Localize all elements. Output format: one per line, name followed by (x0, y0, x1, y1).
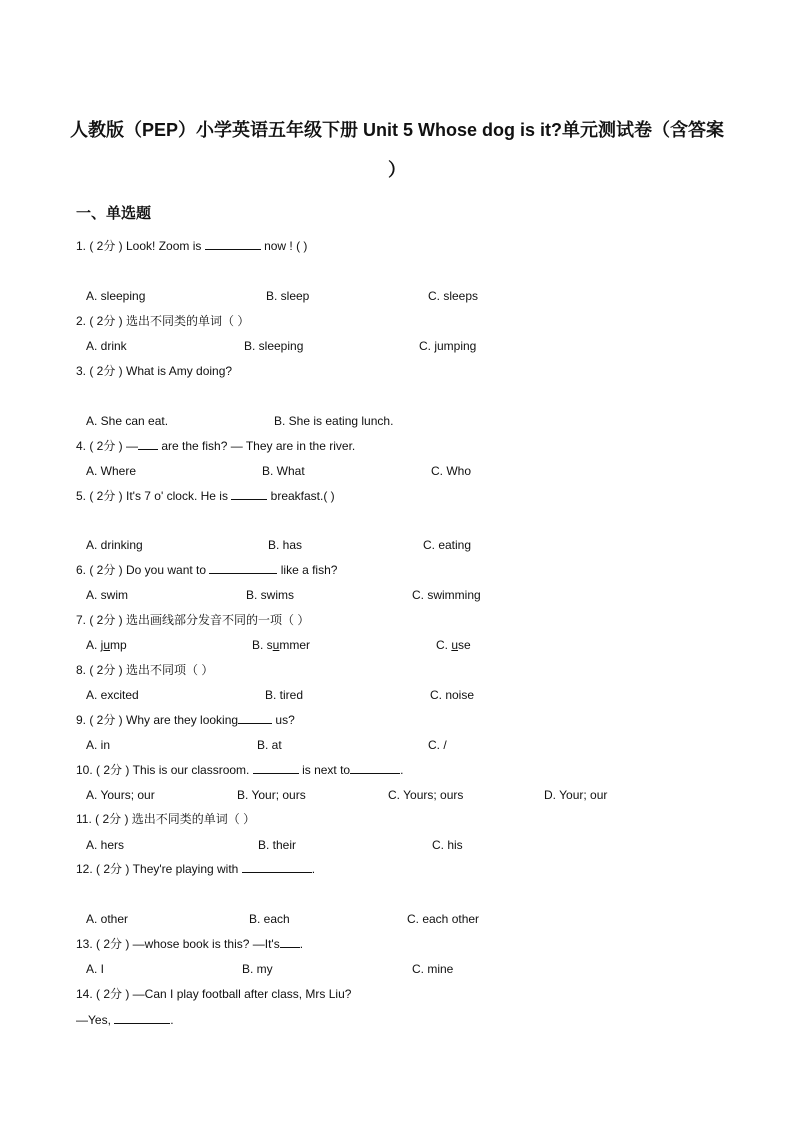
option-a: A. hers (86, 838, 125, 852)
option-b: B. swims (246, 588, 294, 602)
option-c: C. sleeps (428, 289, 479, 303)
option-a: A. drink (86, 339, 127, 353)
section-heading: 一、单选题 (76, 205, 152, 222)
option-c: C. Who (431, 464, 472, 478)
document-title-line-1: 人教版（PEP）小学英语五年级下册 Unit 5 Whose dog is it?单元测试卷（含答案 (69, 120, 724, 140)
question-6-text: 6. ( 2分 ) Do you want to (76, 563, 207, 577)
option-c: C. Yours; ours (388, 788, 464, 802)
question-1 (76, 239, 307, 253)
question-5-text: 5. ( 2分 ) It's 7 o' clock. He is (76, 489, 228, 503)
question-14: 14. ( 2分 ) —Can I play football after class, Mrs Liu? (76, 987, 352, 1001)
answer-blank (231, 489, 267, 500)
underlined-letter: u (103, 638, 111, 652)
question-5 (76, 489, 335, 503)
question-10-text: 10. ( 2分 ) This is our classroom. (76, 763, 250, 777)
question-4-text-end: are the fish? — They are in the river. (161, 439, 356, 453)
answer-blank (350, 763, 400, 774)
option-c: C. noise (430, 688, 475, 702)
answer-blank (238, 713, 272, 724)
option-c: C. each other (407, 912, 480, 926)
option-a: A. Where (86, 464, 137, 478)
question-12 (76, 862, 315, 876)
option-b (252, 638, 310, 652)
answer-blank (209, 563, 277, 574)
option-a: A. She can eat. (86, 414, 169, 428)
option-c: C. his (432, 838, 463, 852)
question-2: 2. ( 2分 ) 选出不同类的单词（ ） (76, 314, 250, 328)
option-b: B. tired (265, 688, 304, 702)
option-b: B. Your; ours (237, 788, 306, 802)
option-b: B. sleeping (244, 339, 304, 353)
question-9-text: 9. ( 2分 ) Why are they looking (76, 713, 239, 727)
option-a: A. in (86, 738, 111, 752)
question-12-text-end: . (311, 862, 316, 876)
option-a: A. I (86, 962, 105, 976)
question-13-text-end: . (299, 937, 304, 951)
question-6-text-end: like a fish? (280, 563, 338, 577)
question-13 (76, 937, 303, 951)
answer-blank (138, 439, 158, 450)
question-13-text: 13. ( 2分 ) —whose book is this? —It's (76, 937, 280, 951)
document-title-line-2: ） (388, 160, 406, 180)
question-14-line-2-text: —Yes, (76, 1013, 111, 1027)
option-a-text-end: mp (110, 638, 127, 652)
answer-blank (205, 239, 261, 250)
answer-blank (253, 763, 299, 774)
option-c-text: C. (436, 638, 452, 652)
question-4 (76, 439, 355, 453)
question-5-text-end: breakfast.( ) (270, 489, 335, 503)
option-b: B. their (258, 838, 297, 852)
question-4-text: 4. ( 2分 ) — (76, 439, 139, 453)
question-9 (76, 713, 295, 727)
question-9-text-end: us? (275, 713, 295, 727)
question-3: 3. ( 2分 ) What is Amy doing? (76, 364, 233, 378)
option-b-text-end: mmer (279, 638, 311, 652)
option-a: A. drinking (86, 538, 143, 552)
option-b: B. What (262, 464, 305, 478)
option-c: C. eating (423, 538, 472, 552)
option-a: A. excited (86, 688, 139, 702)
answer-blank (242, 862, 312, 873)
question-6 (76, 563, 337, 577)
option-a: A. swim (86, 588, 128, 602)
option-a-text: A. j (86, 638, 104, 652)
question-10 (76, 763, 403, 777)
question-14-line-2-end: . (170, 1013, 174, 1027)
option-c-text-end: se (458, 638, 471, 652)
question-11: 11. ( 2分 ) 选出不同类的单词（ ） (76, 812, 256, 826)
option-a (86, 638, 127, 652)
answer-blank (280, 937, 300, 948)
question-1-text-end: now ! ( ) (264, 239, 308, 253)
question-8: 8. ( 2分 ) 选出不同项（ ） (76, 663, 214, 677)
answer-blank (114, 1013, 170, 1024)
option-b: B. at (257, 738, 282, 752)
option-c (436, 638, 471, 652)
option-a: A. sleeping (86, 289, 146, 303)
question-10-text-end: . (400, 763, 404, 777)
question-12-text: 12. ( 2分 ) They're playing with (76, 862, 239, 876)
option-a: A. Yours; our (86, 788, 155, 802)
underlined-letter: u (272, 638, 280, 652)
option-b: B. my (242, 962, 273, 976)
option-b: B. has (268, 538, 303, 552)
option-b-text: B. s (252, 638, 273, 652)
option-b: B. She is eating lunch. (274, 414, 394, 428)
option-a: A. other (86, 912, 129, 926)
question-7: 7. ( 2分 ) 选出画线部分发音不同的一项（ ） (76, 613, 310, 627)
option-c: C. swimming (412, 588, 481, 602)
option-b: B. sleep (266, 289, 310, 303)
question-14-line-2 (76, 1013, 174, 1027)
option-c: C. / (428, 738, 447, 752)
question-10-text-mid: is next to (302, 763, 351, 777)
option-b: B. each (249, 912, 290, 926)
question-1-text: 1. ( 2分 ) Look! Zoom is (76, 239, 202, 253)
option-c: C. jumping (419, 339, 477, 353)
option-d: D. Your; our (544, 788, 608, 802)
underlined-letter: u (451, 638, 459, 652)
option-c: C. mine (412, 962, 454, 976)
